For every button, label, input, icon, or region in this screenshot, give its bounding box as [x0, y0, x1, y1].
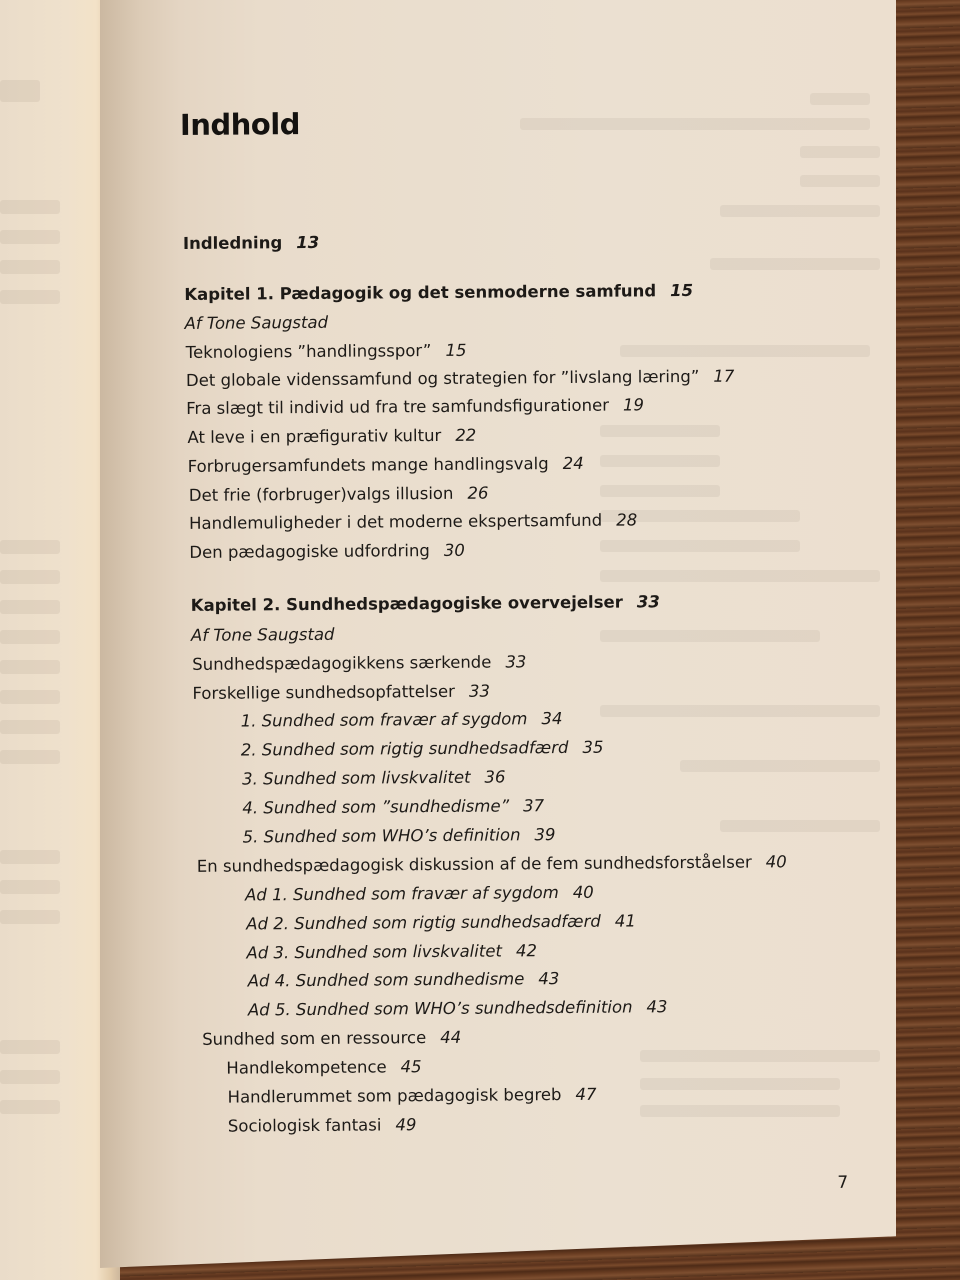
- bleed-through-text: [0, 540, 60, 554]
- toc-subentry: [241, 738, 604, 761]
- toc-entry-label: Den pædagogiske udfordring: [189, 541, 430, 562]
- toc-entry-label: Sociologisk fantasi: [227, 1115, 382, 1136]
- toc-subentry: [243, 825, 556, 847]
- toc-entry: [186, 341, 467, 363]
- toc-entry-page: 33: [636, 592, 660, 612]
- toc-entry-page: 44: [440, 1027, 462, 1047]
- toc-entry-page: 36: [484, 767, 506, 787]
- bleed-through-text: [0, 260, 60, 274]
- toc-entry-label: Indledning: [182, 233, 283, 253]
- toc-author-name: Af Tone Saugstad: [190, 624, 335, 645]
- toc-entry-label: Handlemuligheder i det moderne ekspertsamfund: [189, 510, 603, 533]
- toc-entry-page: 28: [616, 510, 638, 530]
- toc-entry: [192, 682, 490, 704]
- bleed-through-text: [0, 880, 60, 894]
- toc-entry-label: Ad 2. Sundhed som rigtig sundhedsadfærd: [246, 911, 601, 934]
- toc-entry-page: 17: [713, 366, 735, 386]
- bleed-through-text: [0, 720, 60, 734]
- bleed-through-text: [0, 570, 60, 584]
- toc-entry-label: 2. Sundhed som rigtig sundhedsadfærd: [240, 737, 569, 760]
- toc-entry-page: 33: [505, 652, 527, 672]
- bleed-through-text: [0, 1070, 60, 1084]
- toc-chapter-heading: [184, 281, 693, 305]
- toc-entry-label: Det globale videnssamfund og strategien for ”livslang læring”: [185, 366, 700, 390]
- toc-entry-page: 13: [296, 232, 320, 253]
- bleed-through-text: [0, 630, 60, 644]
- toc-entry-page: 47: [575, 1084, 597, 1104]
- toc-entry-label: Handlekompetence: [226, 1057, 387, 1078]
- bleed-through-text: [0, 750, 60, 764]
- toc-entry-label: Kapitel 2. Sundhedspædagogiske overvejelser: [190, 592, 623, 615]
- toc-entry-page: 40: [765, 852, 787, 872]
- toc-entry-page: 45: [400, 1057, 422, 1077]
- toc-entry-label: Kapitel 1. Pædagogik og det senmoderne samfund: [184, 281, 657, 304]
- toc-entry-label: Det frie (forbruger)valgs illusion: [188, 483, 454, 505]
- toc-entry-label: Sundhedspædagogikkens særkende: [192, 652, 492, 674]
- toc-entry-label: At leve i en præfigurativ kultur: [187, 425, 442, 447]
- table-of-contents: [178, 0, 848, 1280]
- toc-subentry: [248, 997, 668, 1020]
- toc-entry: [186, 395, 644, 419]
- bleed-through-text: [0, 600, 60, 614]
- toc-entry-page: 43: [538, 969, 560, 989]
- toc-entry-page: 30: [443, 540, 465, 560]
- bleed-through-text: [0, 230, 60, 244]
- toc-subentry: [248, 969, 560, 991]
- bleed-through-text: [0, 80, 40, 102]
- toc-entry-page: 40: [572, 882, 594, 902]
- toc-entry-label: Sundhed som en ressource: [202, 1028, 427, 1049]
- toc-entry-page: 26: [467, 483, 489, 503]
- toc-entry: [189, 484, 489, 506]
- toc-entry: [189, 541, 465, 563]
- toc-entry-page: 15: [670, 280, 694, 301]
- toc-entry-label: Ad 4. Sundhed som sundhedisme: [247, 969, 525, 991]
- bleed-through-text: [0, 690, 60, 704]
- page-title: Indhold: [179, 107, 301, 142]
- toc-entry-label: 3. Sundhed som livskvalitet: [242, 767, 471, 789]
- toc-subentry: [246, 941, 537, 963]
- toc-entry-label: 4. Sundhed som ”sundhedisme”: [242, 796, 510, 818]
- bleed-through-text: [0, 1040, 60, 1054]
- toc-author-name: Af Tone Saugstad: [184, 312, 329, 333]
- toc-entry-label: Ad 1. Sundhed som fravær af sygdom: [244, 883, 559, 905]
- toc-entry-page: 35: [582, 737, 604, 757]
- toc-subentry: [228, 1115, 417, 1136]
- toc-author: [184, 313, 328, 334]
- toc-entry: [188, 454, 584, 477]
- toc-subentry: [245, 883, 594, 906]
- toc-entry-page: 41: [614, 911, 636, 931]
- toc-entry-label: Forskellige sundhedsopfattelser: [192, 681, 455, 703]
- toc-entry-label: Handlerummet som pædagogisk begreb: [227, 1085, 562, 1107]
- toc-entry-label: Forbrugersamfundets mange handlingsvalg: [187, 454, 549, 476]
- bleed-through-text: [0, 850, 60, 864]
- toc-entry-label: 5. Sundhed som WHO’s definition: [242, 825, 521, 847]
- toc-subentry: [242, 767, 506, 789]
- toc-entry-label: Fra slægt til individ ud fra tre samfundsfigurationer: [186, 395, 610, 418]
- toc-subentry: [246, 911, 636, 934]
- page-number: 7: [837, 1172, 849, 1193]
- toc-entry-page: 49: [395, 1115, 417, 1135]
- bleed-through-text: [0, 290, 60, 304]
- bleed-through-text: [0, 910, 60, 924]
- toc-subentry: [226, 1057, 421, 1079]
- toc-entry-page: 39: [534, 825, 556, 845]
- toc-entry: [202, 1028, 461, 1050]
- toc-entry-page: 43: [646, 997, 668, 1017]
- toc-entry-label: 1. Sundhed som fravær af sygdom: [240, 709, 528, 731]
- toc-entry-page: 42: [515, 941, 537, 961]
- toc-entry-page: 22: [455, 425, 477, 445]
- toc-entry: [189, 510, 637, 534]
- bleed-through-text: [0, 660, 60, 674]
- toc-entry-label: En sundhedspædagogisk diskussion af de fem sundhedsforståelser: [196, 852, 752, 876]
- toc-entry-label: Teknologiens ”handlingsspor”: [185, 341, 432, 362]
- toc-entry: [186, 367, 735, 391]
- toc-author: [191, 625, 335, 646]
- toc-subentry: [242, 796, 544, 818]
- toc-subentry: [241, 709, 563, 732]
- bleed-through-text: [0, 1100, 60, 1114]
- toc-entry: [192, 652, 526, 675]
- toc-entry: [183, 233, 319, 254]
- toc-entry-page: 24: [562, 453, 584, 473]
- toc-subentry: [228, 1085, 597, 1108]
- toc-chapter-heading: [191, 592, 660, 616]
- toc-entry-label: Ad 3. Sundhed som livskvalitet: [246, 941, 502, 963]
- toc-entry-page: 37: [523, 796, 545, 816]
- toc-entry: [197, 852, 787, 877]
- toc-entry-page: 19: [622, 395, 645, 415]
- toc-entry: [187, 426, 476, 448]
- toc-entry-label: Ad 5. Sundhed som WHO’s sundhedsdefinition: [247, 997, 633, 1020]
- toc-entry-page: 34: [541, 709, 563, 729]
- bleed-through-text: [0, 200, 60, 214]
- toc-entry-page: 15: [445, 340, 467, 360]
- toc-entry-page: 33: [468, 681, 490, 701]
